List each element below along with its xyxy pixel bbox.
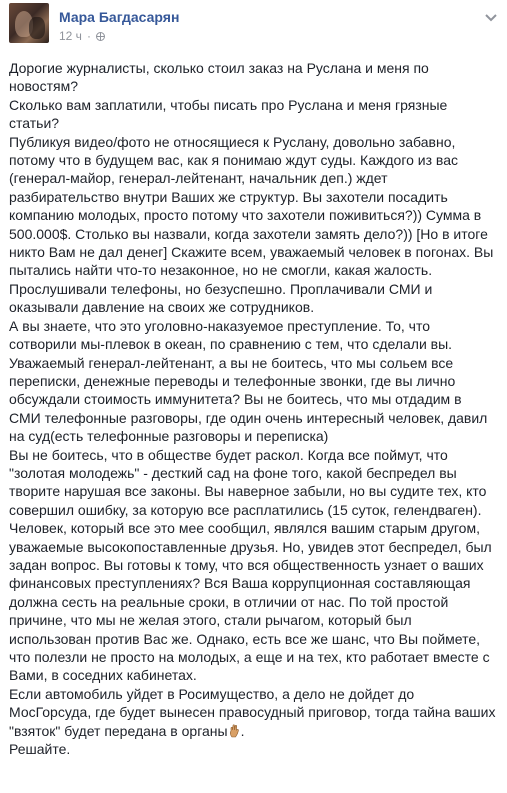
- post-paragraph-suffix: .: [240, 722, 245, 739]
- avatar-shape: [29, 17, 45, 39]
- post-paragraph: [9, 685, 500, 740]
- hand-gesture-emoji-icon: [229, 724, 241, 738]
- post-meta: [59, 29, 105, 43]
- globe-icon[interactable]: [96, 32, 105, 41]
- chevron-down-icon[interactable]: [485, 13, 497, 23]
- post-header: [9, 3, 499, 53]
- post-timestamp[interactable]: 12 ч: [59, 29, 82, 43]
- author-name-link[interactable]: Мара Багдасарян: [59, 9, 180, 25]
- post-paragraph-text: Если автомобиль уйдет в Росимущество, а дело не дойдет до МосГорсуда, где будет вынесен правосудный приговор, тогда тайна ваших "взяток" будет передана в органы: [9, 685, 500, 739]
- post-paragraph: Вы не боитесь, что в обществе будет раскол. Когда все поймут, что "золотая молодежь" - десткий сад на фоне того, какой беспредел вы творите нарушая все законы. Вы наверное забыли, но вы судите тех, кто совершил ошибку, за которую все расплатились (15 суток, гелендваген). Человек, который все это мее сообщил, являлся вашим старым другом, уважаемые высокопоставленные друзья. Но, увидев этот беспредел, был задан вопрос. Вы готовы к тому, что вся общественность узнает о ваших финансовых преступлениях? Вся Ваша коррупционная составляющая должна сесть на реальные сроки, в отличии от нас. По той простой причине, что мы не желая этого, стали рычагом, который был использован против Вас же. Однако, есть все же шанс, что Вы поймете, что полезли не просто на молодых, а еще и на тех, кто работает вместе с Вами, в соседних кабинетах.: [9, 446, 496, 684]
- post-text: [9, 59, 500, 758]
- post-paragraph: Сколько вам заплатили, чтобы писать про Руслана и меня грязные статьи?: [9, 96, 452, 132]
- post-paragraph: А вы знаете, что это уголовно-наказуемое преступление. То, что сотворили мы-плевок в океан, по сравнению с тем, что сделали вы. Уважаемый генерал-лейтенант, а вы не боитесь, что мы сольем все переписки, денежные переводы и телефонные звонки, где вы лично обсуждали стоимость иммунитета? Вы не боитесь, что мы отдадим в СМИ телефонные разговоры, где один очень интересный человек, давил на суд(есть телефонные разговоры и переписка): [9, 317, 492, 445]
- post-paragraph: Дорогие журналисты, сколько стоил заказ на Руслана и меня по новостям?: [9, 60, 433, 95]
- meta-separator: ·: [86, 29, 91, 43]
- post-paragraph: Решайте.: [9, 741, 71, 758]
- author-avatar[interactable]: [9, 3, 49, 43]
- post-paragraph: Публикуя видео/фото не относящиеся к Руслану, довольно забавно, потому что в будущем вас, как я понимаю ждут суды. Каждого из вас (генерал-майор, генерал-лейтенант, начальник деп.) ждет разбирательство внутри Ваших же структур. Вы захотели посадить компанию молодых, просто потому что захотели поживиться?)) Сумма в 500.000$. Столько вы назвали, когда захотели замять дело?)) [Но в итоге никто Вам не дал денег] Скажите всем, уважаемый человек в погонах. Вы пытались найти что-то незаконное, но не смогли, какая жалость. Прослушивали телефоны, но безуспешно. Проплачивали СМИ и оказывали давление на своих же сотрудников.: [9, 133, 498, 316]
